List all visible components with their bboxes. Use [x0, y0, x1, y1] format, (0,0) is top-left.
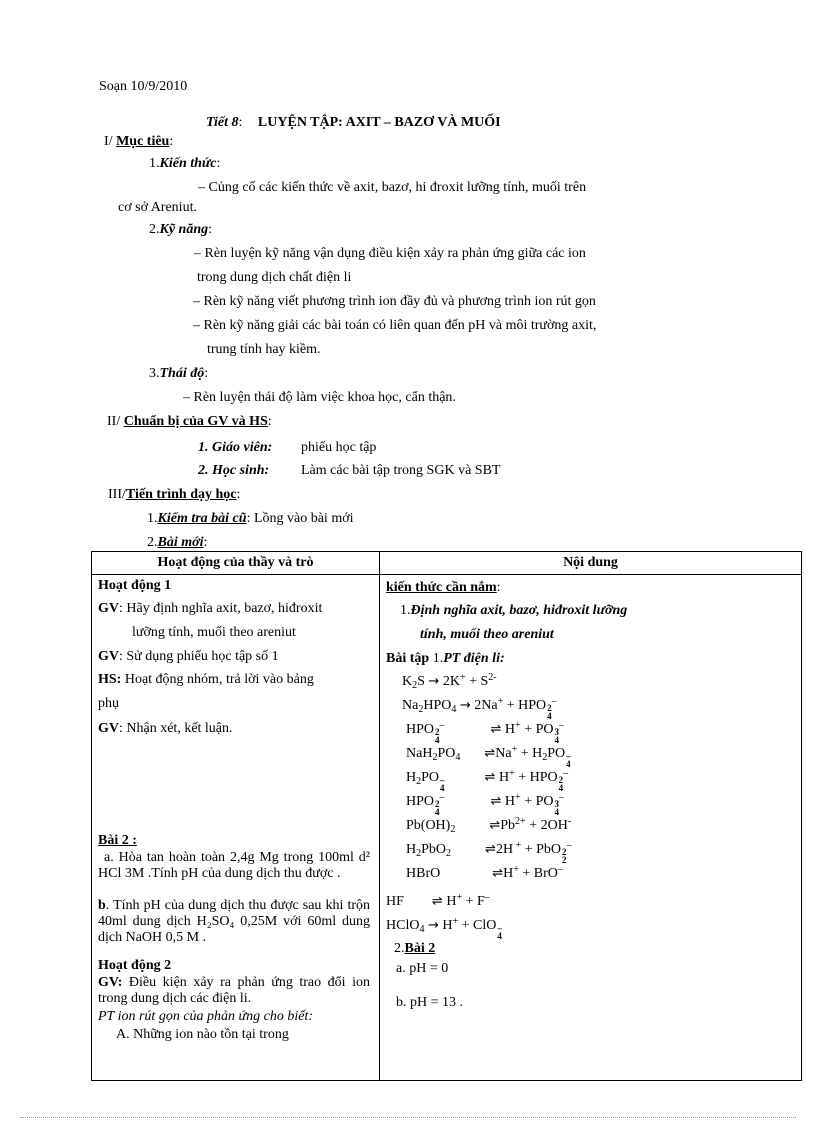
col-header-activities: Hoạt động của thầy và trò — [92, 552, 380, 575]
gv-question-1-cont: lưỡng tính, muối theo areniut — [132, 625, 296, 640]
knowledge-line-2: cơ sở Areniut. — [118, 200, 197, 215]
kt-heading: kiến thức cần nắm — [386, 580, 497, 595]
eq-nah2po4: $NaH_2PO_4$ ⇌Na+ + $H_2PO$ – 4 — [406, 744, 571, 769]
process-title: Tiến trình dạy học — [125, 487, 237, 502]
skill-1-line-1: – Rèn luyện kỹ năng vận dụng điều kiện xảy ra phản ứng giữa các ion — [194, 246, 586, 261]
student-row — [198, 462, 500, 480]
eq-k2s: $K_2S \to 2K^+ + S^{2-}$ — [402, 672, 497, 691]
item-a: A. Những ion nào tồn tại trong — [116, 1027, 289, 1042]
knowledge-label: Kiến thức — [159, 156, 217, 171]
eq-hbro: HBrO ⇌H+ + BrO– — [406, 864, 563, 881]
new-lesson-row: 2.Bài mới: — [147, 535, 208, 550]
page-bottom-divider — [20, 1117, 796, 1118]
gv-instruction — [98, 648, 279, 666]
eq-h2po4: $H_2PO$ – 4 ⇌ H+ + HPO 2 4 – — [406, 768, 569, 793]
answer-2b: b. pH = 13 . — [396, 995, 464, 1010]
student-label: 2. Học sinh: — [198, 463, 270, 478]
hs-label: HS: — [98, 672, 122, 687]
gv-text: : Hãy định nghĩa axit, bazơ, hiđroxit — [119, 601, 323, 616]
skill-3-line-1: – Rèn kỹ năng giải các bài toán có liên quan đến pH và môi trường axit, — [193, 318, 597, 333]
new-num: 2. — [147, 535, 158, 550]
check-row: 1.Kiểm tra bài cũ: Lồng vào bài mới — [147, 511, 354, 526]
attitude-line: – Rèn luyện thái độ làm việc khoa học, cẩn thận. — [183, 390, 456, 405]
eq-pboh2: $Pb(OH)_2$ $\rightleftharpoons Pb^{2+} + 2OH^-$ — [406, 816, 572, 835]
teacher-value: phiếu học tập — [301, 440, 377, 455]
def-num: 1. — [400, 603, 411, 618]
check-value: Lồng vào bài mới — [253, 511, 354, 526]
def-text: Định nghĩa axit, bazơ, hiđroxit lưỡng — [410, 603, 628, 618]
process-heading: III/Tiến trình dạy học: — [108, 487, 241, 502]
activity-1-title: Hoạt động 1 — [98, 578, 172, 593]
lesson-label: Tiết 8 — [206, 115, 239, 130]
hs-activity — [98, 671, 314, 689]
knowledge-heading: 1.Kiến thức: — [149, 156, 221, 171]
objectives-num: I/ — [104, 134, 113, 149]
answer-2-title — [394, 940, 435, 958]
bt1-label: Bài tập — [386, 651, 430, 666]
bai2b-label: b — [98, 898, 106, 913]
activities-cell — [92, 575, 380, 1081]
gv-conclusion — [98, 720, 233, 738]
definition-line-1 — [400, 602, 627, 620]
student-value: Làm các bài tập trong SGK và SBT — [301, 463, 501, 478]
definition-line-2: tính, muối theo areniut — [420, 627, 554, 642]
objectives-title: Mục tiêu — [116, 134, 170, 149]
teacher-label: 1. Giáo viên: — [198, 440, 273, 455]
skills-label: Kỹ năng — [159, 222, 209, 237]
knowledge-line-1: – Củng cố các kiến thức về axit, bazơ, hi đroxit lưỡng tính, muối trên — [198, 180, 587, 195]
pt-ion-note: PT ion rút gọn của phản ứng cho biết: — [98, 1009, 314, 1024]
lesson-heading: LUYỆN TẬP: AXIT – BAZƠ VÀ MUỐI — [257, 115, 501, 130]
check-num: 1. — [147, 511, 158, 526]
knowledge-needed: kiến thức cần nắm: — [386, 580, 501, 595]
hs-text: Hoạt động nhóm, trả lời vào bảng — [121, 672, 314, 687]
attitude-label: Thái độ — [159, 366, 205, 381]
bt1-num: 1. — [432, 651, 444, 666]
date-text: Soạn 10/9/2010 — [99, 79, 188, 94]
exercise-2-title: Bài 2 : — [98, 833, 137, 848]
gv-label: GV: — [98, 975, 123, 990]
lesson-title — [206, 114, 501, 132]
gv-label: GV — [98, 601, 119, 616]
process-num: III/ — [108, 487, 126, 502]
bt1-title: PT điện li: — [443, 651, 505, 666]
preparation-num: II/ — [107, 414, 121, 429]
skills-num: 2. — [149, 222, 160, 237]
skill-1-line-2: trong dung dịch chất điện li — [197, 270, 352, 285]
check-label: Kiểm tra bài cũ — [157, 511, 247, 526]
exercise-2a: a. Hòa tan hoàn toàn 2,4g Mg trong 100ml d² HCl 3M .Tính pH của dung dịch thu được . — [98, 850, 370, 881]
new-label: Bài mới — [157, 535, 204, 550]
teacher-row — [198, 439, 376, 457]
bai2b-text: . Tính pH của dung dịch thu được sau khi trộn 40ml dung dịch H₂SO₄ 0,25M với 60ml dung dịch NaOH 0,5 M . — [98, 898, 370, 945]
gv-text: : Sử dụng phiếu học tập số 1 — [119, 649, 279, 664]
preparation-title: Chuẩn bị của GV và HS — [123, 414, 268, 429]
eq-hf: HF ⇌ H+ + F– — [386, 892, 490, 909]
skills-heading: 2.Kỹ năng: — [149, 222, 213, 237]
attitude-heading: 3.Thái độ: — [149, 366, 209, 381]
bai2-label: Bài 2 — [404, 941, 436, 956]
exercise-2b — [98, 898, 370, 946]
col-header-content: Nội dung — [380, 552, 802, 575]
gv-question-1 — [98, 600, 322, 618]
gv-text: : Nhận xét, kết luận. — [119, 721, 233, 736]
eq-hclo4: HClO$_4$ → H+ + ClO – 4 — [386, 916, 502, 941]
eq-hpo4: HPO 2 4 – ⇌ H+ + PO 3 4 – — [406, 720, 564, 745]
hs-activity-cont: phụ — [98, 696, 119, 711]
activity-2-title: Hoạt động 2 — [98, 958, 172, 973]
gv-label: GV — [98, 721, 119, 736]
exercise-1-title — [386, 650, 505, 668]
lesson-table — [91, 551, 802, 1081]
answer-2a: a. pH = 0 — [396, 961, 449, 976]
skill-3-line-2: trung tính hay kiềm. — [207, 342, 321, 357]
objectives-heading: I/ Mục tiêu: — [104, 134, 174, 149]
eq-na2hpo4: $Na_2HPO_4 \to 2Na^+$ + HPO 2 4 – — [402, 696, 557, 721]
attitude-num: 3. — [149, 366, 160, 381]
skill-2: – Rèn kỹ năng viết phương trình ion đầy đủ và phương trình ion rút gọn — [193, 294, 596, 309]
gv-reaction-conditions — [98, 975, 370, 1007]
knowledge-num: 1. — [149, 156, 160, 171]
preparation-heading: II/ Chuẩn bị của GV và HS: — [107, 414, 272, 429]
eq-hpo4-2: HPO 2 4 – ⇌ H+ + PO 3 4 – — [406, 792, 564, 817]
gv-text: Điều kiện xảy ra phản ứng trao đổi ion trong dung dịch các điện li. — [98, 975, 370, 1006]
colon: : — [238, 115, 246, 130]
eq-h2pbo2: $H_2PbO_2$ ⇌2H + + PbO 2 2 – — [406, 840, 572, 865]
gv-label: GV — [98, 649, 119, 664]
bai2-num: 2. — [394, 941, 405, 956]
content-cell — [380, 575, 802, 1081]
